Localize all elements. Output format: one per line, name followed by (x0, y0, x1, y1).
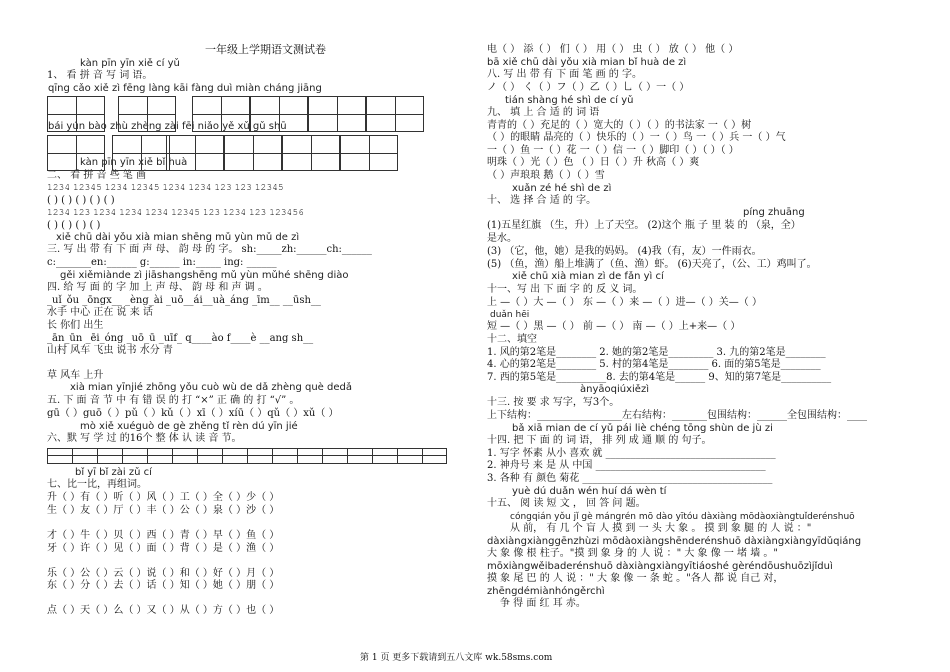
left-text-line: 1、 看 拼 音 写 词 语。 (47, 70, 153, 81)
left-text-line: bǐ yī bǐ zài zǔ cí (75, 467, 152, 478)
right-text-line: 九、 填 上 合 适 的 词 语 (487, 107, 600, 118)
right-text-line: （ ）的眼睛 晶亮的（ ）快乐的（ ）一（ ）鸟 一（ ）兵 一（ ）气 (487, 132, 786, 143)
left-text-line: _ān_ūn _ēi_óng _uō_ū _uīf_ q____ào f____è __ang sh__ (47, 333, 314, 344)
left-text-line: 草 风车 上升 (47, 370, 104, 381)
writing-cell (282, 135, 340, 171)
right-text-line: yuè dú duǎn wén huí dá wèn tí (512, 486, 667, 497)
writing-cell (112, 135, 170, 171)
left-text-line: 二、 看 拼 音 些 笔 画 (47, 170, 147, 181)
writing-cell (47, 96, 105, 132)
right-text-line: 十一、写 出 下 面 字 的 反 义 词。 (487, 284, 643, 295)
left-text-line: 牙（ ）许（ ）见（ ）面（ ）背（ ）是（ ）渔（ ） (47, 543, 280, 554)
writing-cell (118, 96, 176, 132)
right-text-line: 一（ ）鱼 一（ ）花 一（ ）信 一（ ）脚印（ ）（ ）（ ） (487, 145, 739, 156)
left-text-line: 山村 风车 飞虫 说书 水分 青 (47, 345, 173, 356)
left-text-line: c:_______en:______ g:______ in:_____ ing: ______ (47, 257, 277, 268)
left-text-line: 东（ ）分（ ）去（ ）话（ ）知（ ）她（ ）朋（ ） (47, 580, 280, 591)
left-text-line: xiě chū dài yǒu xià mian shēng mǔ yùn mǔ de zì (56, 232, 300, 243)
right-text-line: xuǎn zé hé shì de zì (512, 183, 612, 194)
writing-cell (308, 96, 366, 132)
left-text-line: 三. 写 出 带 有 下 面 声 母、 韵 母 的 字。 sh:_____zh:______ch:______ (47, 244, 372, 255)
right-text-line: bǎ xiā mian de cí yǔ pái liè chéng tōng shùn de jù zi (512, 423, 773, 434)
writing-cell (366, 96, 424, 132)
left-text-line: xià mian yīnjié zhōng yǒu cuò wù de dǎ zhèng què dedǎ (70, 382, 352, 393)
right-text-line: 7. 西的第5笔是__________8. 去的第4笔是______ 9、知的第7笔是__________ (487, 372, 832, 383)
right-text-line: tián shàng hé shì de cí yǔ (505, 95, 634, 106)
right-text-line: ノ（ ） く（ ）フ（ ）乙（ ）乚（ ）一（ ） (487, 82, 690, 93)
left-text-line: 七、比一比，再组词。 (47, 479, 147, 490)
pinyin-writing-grid (47, 448, 447, 464)
left-text-line: mò xiě xuéguò de gè zhěng tǐ rèn dú yīn jié (80, 421, 298, 432)
right-text-line: 青青的（ ）充足的（ ）宽大的（ ）（ ）的书法家 一（ ）树 (487, 120, 752, 131)
right-text-line: 大 象 像 根 柱子。"摸 到 象 身 的 人 说 ：" 大 象 像 一 堵 墙 。" (487, 548, 779, 559)
right-text-line: bā xiě chū dài yǒu xià mian bǐ huà de zì (487, 57, 687, 68)
left-text-line: ( ) ( ) ( ) ( ) ( ) (47, 195, 115, 206)
left-text-line: 生（ ）友（ ）厅（ ）丰（ ）公（ ）泉（ ）沙（ ） (47, 505, 280, 516)
right-text-line: cóngqián yǒu jǐ gè mángrén mō dào yītóu dàxiàng mōdàoxiàngtuǐderénshuō (510, 512, 855, 522)
right-text-line: 从 前， 有 几 个 盲 人 摸 到 一 头 大 象 。 摸 到 象 腿 的 人 说 ：" (510, 523, 812, 534)
right-text-line: 短 —（ ）黑 —（ ） 前 —（ ） 南 —（ ）上+来—（ ） (487, 321, 741, 332)
right-text-line: 十四. 把 下 面 的 词 语， 排 列 成 通 顺 的 句子。 (487, 435, 712, 446)
right-text-line: 十五、 阅 读 短 文 ， 回 答 问 题。 (487, 498, 646, 509)
left-text-line: gěi xiěmiànde zì jiāshangshēng mǔ yùn mǔhé shēng diào (60, 270, 349, 281)
writing-cell (47, 135, 105, 171)
left-text-line: kàn pīn yīn xiě cí yǔ (80, 58, 180, 69)
right-text-line: 是水。 (487, 233, 517, 244)
right-text-line: (3) （它，他，她）是我的妈妈。 (4)我（有，友）一件雨衣。 (487, 246, 762, 257)
right-text-line: 1. 风的第2笔是________ 2. 她的第2笔是_________ 3. 九的第2笔是________ (487, 347, 826, 358)
right-text-line: 3. 各种 有 颜色 菊花 ______________________________________ (487, 473, 773, 484)
left-text-line: 长 你们 出生 (47, 320, 104, 331)
right-text-line: 十、 选 择 合 适 的 字。 (487, 195, 597, 206)
left-text-line: bái yún bào zhù zhèng zài fēi niǎo yě xǔ gǔ shū (48, 121, 287, 132)
right-text-line: 上下结构：_________________左右结构：_______包围结构：______全包围结构：____ (487, 410, 867, 421)
left-text-line: 点（ ）天（ ）么（ ）又（ ）从（ ）方（ ）也（ ） (47, 605, 280, 616)
left-text-line: 六、默 写 学 过 的16个 整 体 认 读 音 节。 (47, 433, 242, 444)
writing-cell (192, 96, 250, 132)
footer-text: 第 1 页 更多下载请到五八文库 wk.58sms.com (360, 653, 553, 663)
left-text-line: _uǐ_ǒu _ōngx__ _èng_ài _uō__ái__uà_áng _īm__ __ūsh__ (47, 295, 321, 306)
right-text-line: (5) （鱼，渔）船上堆满了（鱼、渔）虾。 (6)天亮了，（公、工）鸡叫了。 (487, 259, 817, 270)
right-text-line: píng zhuāng (743, 207, 805, 218)
right-text-line: （ ）声琅琅 鹅（ ）（ ）雪 (487, 170, 605, 181)
left-text-line: ( ) ( ) ( ) ( ) (47, 220, 101, 231)
right-text-line: 争 得 面 红 耳 赤。 (500, 598, 586, 609)
writing-cell (166, 135, 224, 171)
left-text-line: 五. 下 面 音 节 中 有 错 误 的 打 “×” 正 确 的 打 “√” 。 (47, 395, 300, 406)
right-text-line: 2. 神舟号 来 是 从 中国 __________________________________ (487, 460, 766, 471)
left-text-line: 才（ ）牛（ ）贝（ ）西（ ）青（ ）早（ ）鱼（ ） (47, 530, 280, 541)
right-text-line: zhēngdémiànhóngěrchì (487, 586, 605, 597)
left-text-line: qīng cǎo xiě zì fēng làng kāi fàng duì miàn cháng jiāng (48, 83, 322, 94)
left-text-line: gū（ ）guō（ ）pǔ（ ）kǔ（ ）xī（ ）xíū（ ）qǔ（ ）xǔ（ ） (47, 408, 339, 419)
right-text-line: (1)五星红旗 （生，升）上了天空。 (2)这个 瓶 子 里 装 的 （泉，全） (487, 220, 801, 231)
right-text-line: 4. 心的第2笔是________ 5. 村的第4笔是________ 6. 面的第5笔是________ (487, 359, 821, 370)
right-text-line: xiě chū xià mian zì de fǎn yì cí (512, 271, 664, 282)
right-text-line: dàxiàngxiànggēnzhùzi mōdàoxiàngshēnderénshuō dàxiàngxiàngyīdǔqiáng (487, 536, 862, 547)
left-text-line: 𝟷𝟸𝟹𝟺 𝟷𝟸𝟹 𝟷𝟸𝟹𝟺 𝟷𝟸𝟹𝟺 𝟷𝟸𝟹𝟺 𝟷𝟸𝟹𝟺𝟻 𝟷𝟸𝟹 𝟷𝟸𝟹𝟺 𝟷𝟸𝟹 𝟷𝟸𝟹𝟺𝟻𝟼 (47, 208, 304, 218)
right-text-line: ànyāoqiúxiězì (580, 384, 649, 395)
right-text-line: 十二、填空 (487, 334, 537, 345)
left-text-line: 升（ ）有（ ）听（ ）风（ ）工（ ）全（ ）少（ ） (47, 492, 280, 503)
left-text-line: kàn pīn yīn xiě bǐ huà (80, 157, 188, 168)
left-text-line: 乐（ ）公（ ）云（ ）说（ ）和（ ）好（ ）月（ ） (47, 568, 280, 579)
left-text-line: 𝟷𝟸𝟹𝟺 𝟷𝟸𝟹𝟺𝟻 𝟷𝟸𝟹𝟺 𝟷𝟸𝟹𝟺𝟻 𝟷𝟸𝟹𝟺 𝟷𝟸𝟹𝟺 𝟷𝟸𝟹 𝟷𝟸𝟹 𝟷𝟸𝟹𝟺𝟻 (47, 183, 284, 193)
right-text-line: duǎn hēi (490, 310, 530, 320)
writing-cell (250, 96, 308, 132)
right-text-line: 1. 写字 怀素 从小 喜欢 就 __________________________________ (487, 448, 776, 459)
right-text-line: 上 —（ ）大 —（ ） 东 —（ ）来 —（ ）进—（ ）关—（ ） (487, 297, 762, 308)
right-text-line: 明珠（ ）光（ ）色 （ ）日（ ）升 秋高（ ）爽 (487, 157, 700, 168)
right-text-line: 八. 写 出 带 有 下 面 笔 画 的 字。 (487, 69, 642, 80)
right-text-line: 摸 象 尾 巴 的 人 说 ：" 大 象 像 一 条 蛇 。"各人 都 说 自己 对， (487, 573, 784, 584)
right-text-line: mōxiàngwěibaderénshuō dàxiàngxiàngyītiáoshé gèréndōushuōzìjǐduì (487, 561, 833, 572)
right-text-line: 电（ ） 添（ ） 们（ ） 用（ ） 虫（ ） 放（ ） 他（ ） (487, 44, 739, 55)
left-text-line: 四. 给 写 面 的 字 加 上 声 母、 韵 母 和 声 调 。 (47, 282, 268, 293)
right-text-line: 十三. 按 要 求 写字，写3个。 (487, 397, 620, 408)
page-title: 一年级上学期语文测试卷 (205, 43, 326, 56)
writing-cell (224, 135, 282, 171)
writing-cell (340, 135, 398, 171)
left-text-line: 水手 中心 正在 说 来 话 (47, 307, 153, 318)
